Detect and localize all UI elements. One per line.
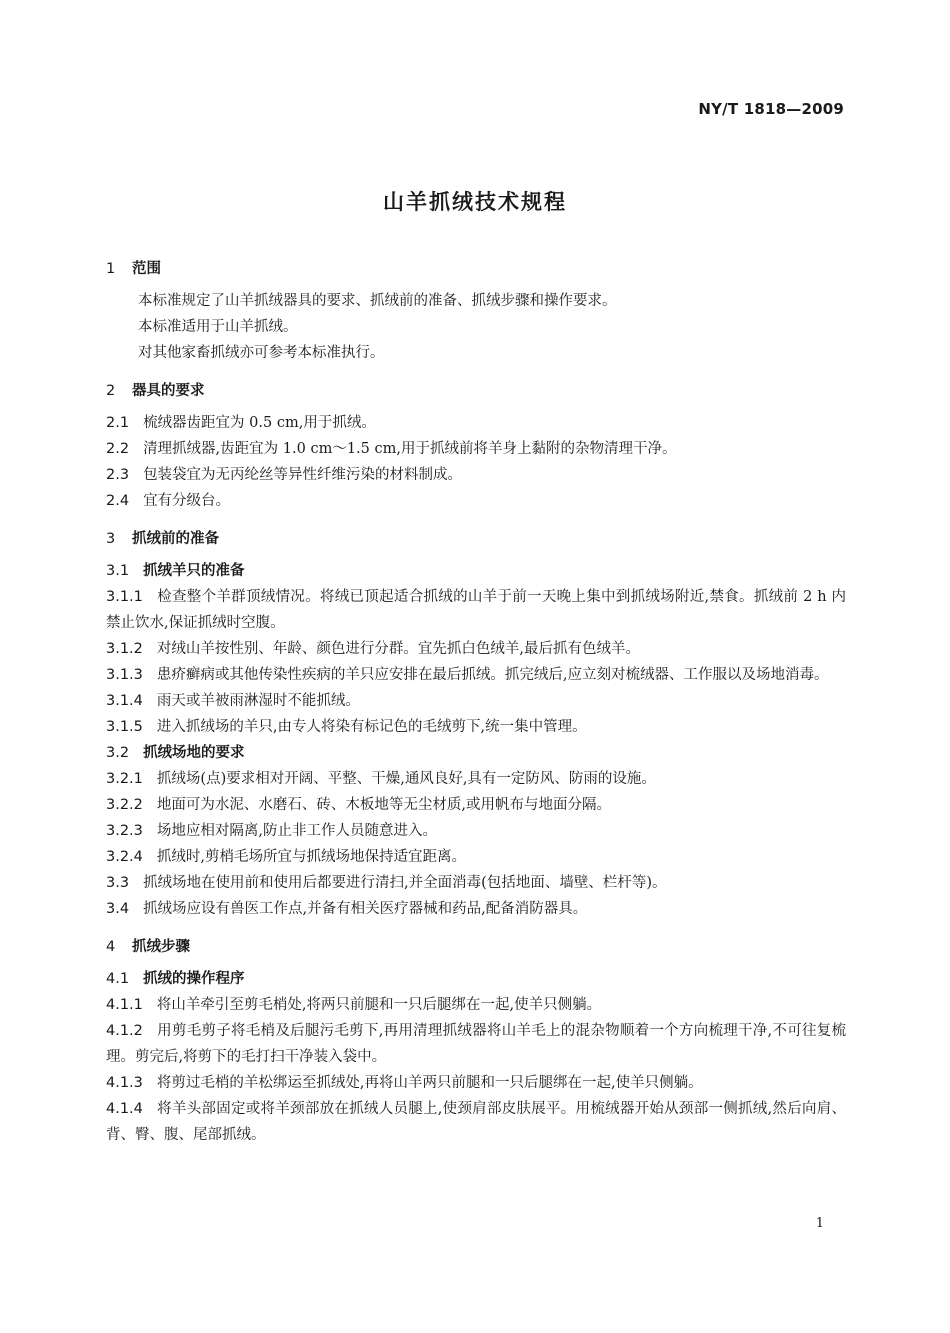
clause-3-3: 3.3 抓绒场地在使用前和使用后都要进行清扫,并全面消毒(包括地面、墙壁、栏杆等)。 (106, 875, 667, 891)
section-number: 2 (106, 383, 116, 399)
section-number: 3 (106, 531, 116, 547)
section-number: 4 (106, 939, 116, 955)
paragraph: 本标准适用于山羊抓绒。 (138, 319, 298, 335)
paragraph: 对其他家畜抓绒亦可参考本标准执行。 (138, 345, 385, 361)
clause-4-1-3: 4.1.3 将剪过毛梢的羊松绑运至抓绒处,再将山羊两只前腿和一只后腿绑在一起,使羊只侧躺。 (106, 1075, 703, 1091)
clause-3-2-4: 3.2.4 抓绒时,剪梢毛场所宜与抓绒场地保持适宜距离。 (106, 849, 467, 865)
section-title: 器具的要求 (132, 383, 205, 399)
section-title: 抓绒前的准备 (132, 531, 219, 547)
clause-3-1-2: 3.1.2 对绒山羊按性别、年龄、颜色进行分群。宜先抓白色绒羊,最后抓有色绒羊。 (106, 641, 641, 657)
clause-3-2-3: 3.2.3 场地应相对隔离,防止非工作人员随意进入。 (106, 823, 438, 839)
section-4-heading (106, 934, 846, 960)
subsection-3-2-heading: 3.2 抓绒场地的要求 (106, 745, 245, 761)
subsection-3-1-heading: 3.1 抓绒羊只的准备 (106, 563, 245, 579)
clause-2-2: 2.2 清理抓绒器,齿距宜为 1.0 cm～1.5 cm,用于抓绒前将羊身上黏附的杂物清理干净。 (106, 441, 677, 457)
clause-3-1-1: 3.1.1 检查整个羊群顶绒情况。将绒已顶起适合抓绒的山羊于前一天晚上集中到抓绒场附近,禁食。抓绒前 2 h 内禁止饮水,保证抓绒时空腹。 (106, 589, 846, 631)
section-title: 范围 (132, 261, 161, 277)
document-body (106, 256, 846, 1148)
standard-code: NY/T 1818—2009 (698, 100, 844, 118)
clause-3-1-5: 3.1.5 进入抓绒场的羊只,由专人将染有标记色的毛绒剪下,统一集中管理。 (106, 719, 587, 735)
clause-2-1: 2.1 梳绒器齿距宜为 0.5 cm,用于抓绒。 (106, 415, 376, 431)
document-title: 山羊抓绒技术规程 (383, 190, 567, 214)
clause-3-1-3: 3.1.3 患疥癣病或其他传染性疾病的羊只应安排在最后抓绒。抓完绒后,应立刻对梳绒器、工作服以及场地消毒。 (106, 667, 829, 683)
clause-4-1-2: 4.1.2 用剪毛剪子将毛梢及后腿污毛剪下,再用清理抓绒器将山羊毛上的混杂物顺着一个方向梳理干净,不可往复梳理。剪完后,将剪下的毛打扫干净装入袋中。 (106, 1023, 846, 1065)
clause-3-2-2: 3.2.2 地面可为水泥、水磨石、砖、木板地等无尘材质,或用帆布与地面分隔。 (106, 797, 612, 813)
clause-4-1-4: 4.1.4 将羊头部固定或将羊颈部放在抓绒人员腿上,使颈肩部皮肤展平。用梳绒器开始从颈部一侧抓绒,然后向肩、背、臀、腹、尾部抓绒。 (106, 1101, 846, 1143)
section-2-heading (106, 378, 846, 404)
clause-3-4: 3.4 抓绒场应设有兽医工作点,并备有相关医疗器械和药品,配备消防器具。 (106, 901, 588, 917)
page-number: 1 (815, 1216, 824, 1231)
clause-2-4: 2.4 宜有分级台。 (106, 493, 231, 509)
clause-4-1-1: 4.1.1 将山羊牵引至剪毛梢处,将两只前腿和一只后腿绑在一起,使羊只侧躺。 (106, 997, 602, 1013)
clause-3-1-4: 3.1.4 雨天或羊被雨淋湿时不能抓绒。 (106, 693, 360, 709)
paragraph: 本标准规定了山羊抓绒器具的要求、抓绒前的准备、抓绒步骤和操作要求。 (138, 293, 617, 309)
section-number: 1 (106, 261, 116, 277)
clause-2-3: 2.3 包装袋宜为无丙纶丝等异性纤维污染的材料制成。 (106, 467, 463, 483)
section-3-heading (106, 526, 846, 552)
clause-3-2-1: 3.2.1 抓绒场(点)要求相对开阔、平整、干燥,通风良好,具有一定防风、防雨的设施。 (106, 771, 656, 787)
section-1-heading (106, 256, 846, 282)
subsection-4-1-heading: 4.1 抓绒的操作程序 (106, 971, 245, 987)
section-title: 抓绒步骤 (132, 939, 190, 955)
